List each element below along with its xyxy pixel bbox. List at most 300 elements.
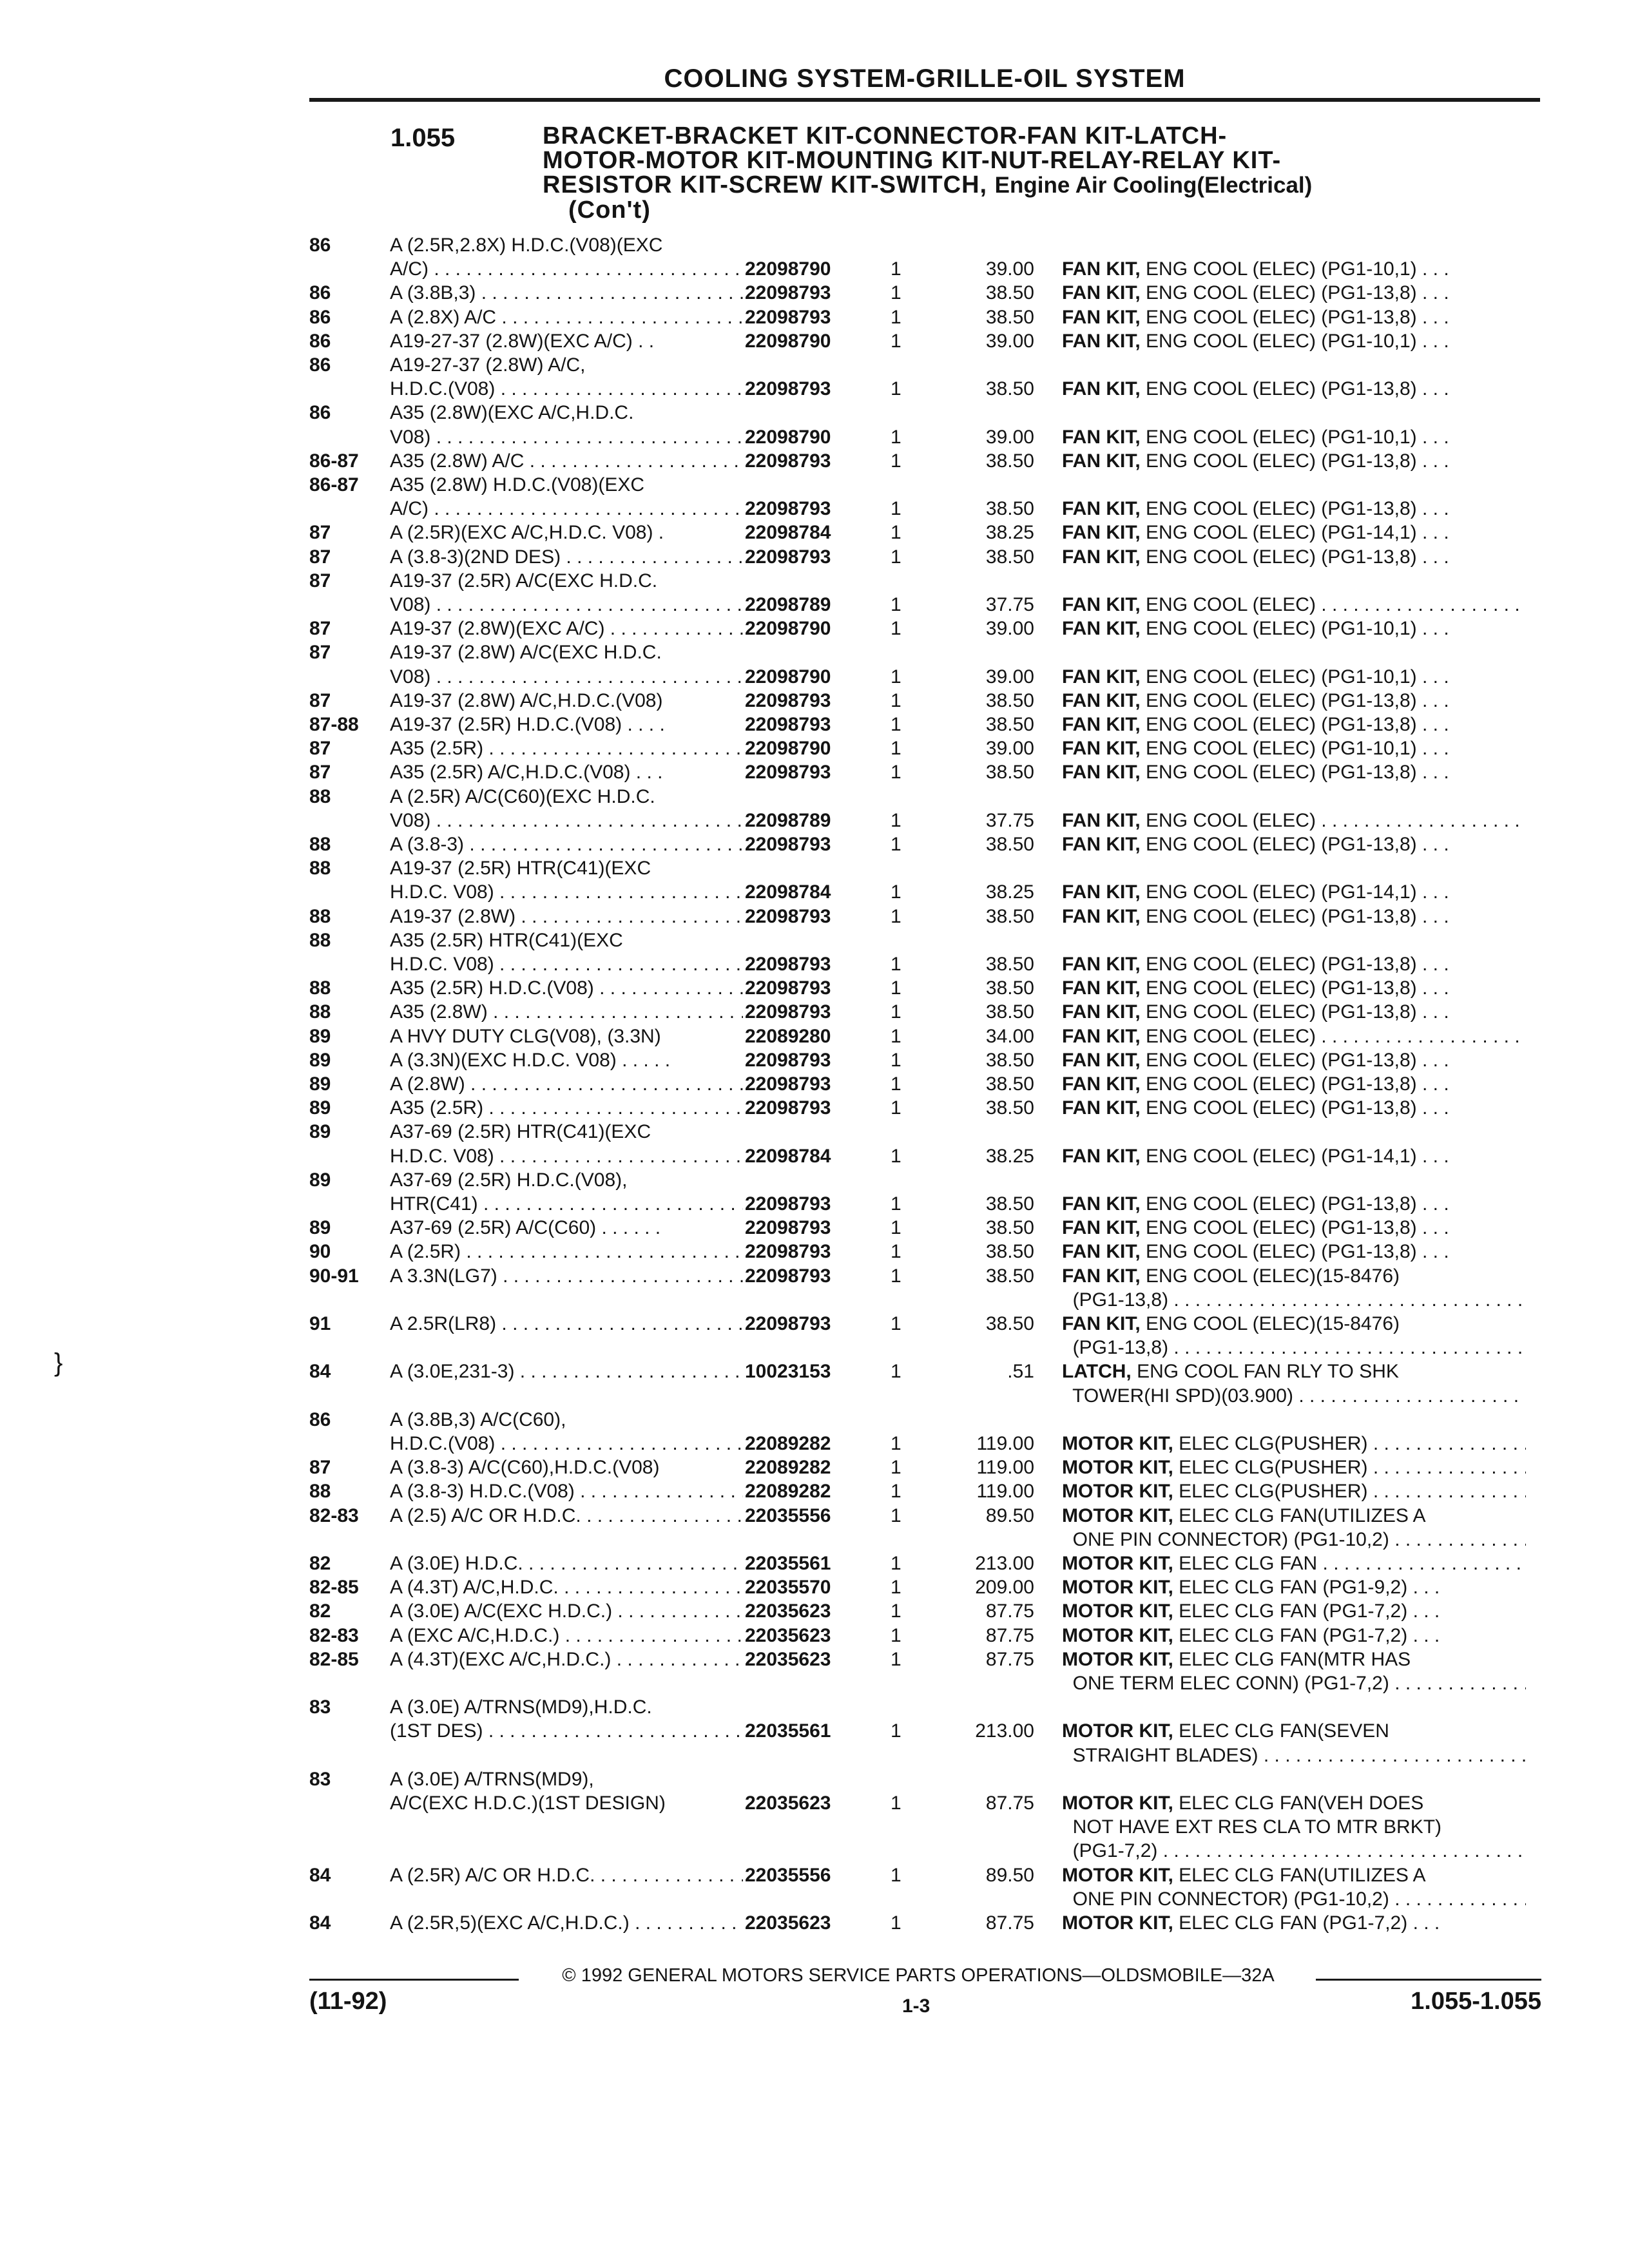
- application-desc: [390, 736, 743, 760]
- part-name-bold: FAN KIT,: [1062, 666, 1141, 687]
- table-row: [0, 1815, 1629, 1841]
- part-number: 22098789: [745, 594, 831, 615]
- application-desc: [390, 1479, 743, 1503]
- quantity: 1: [891, 1600, 901, 1622]
- table-row: [0, 1528, 1629, 1553]
- part-name-detail: ELEC CLG FAN: [1179, 1553, 1318, 1574]
- application-desc-text: A (2.5R) A/C OR H.D.C.: [390, 1865, 595, 1886]
- leader-dots: [483, 1720, 743, 1742]
- application-desc: [390, 1168, 743, 1192]
- part-name: [1062, 1432, 1526, 1456]
- part-name-detail: ENG COOL (ELEC): [1146, 810, 1316, 831]
- application-desc-text: A19-37 (2.8W): [390, 906, 516, 927]
- leader-dots: [496, 307, 743, 328]
- application-desc: [390, 880, 743, 904]
- table-row: [0, 928, 1629, 954]
- leader-dots: [430, 427, 743, 448]
- application-desc: [390, 281, 743, 305]
- part-name-detail: ENG COOL FAN RLY TO SHK: [1137, 1361, 1399, 1382]
- table-row: [0, 760, 1629, 786]
- part-name-detail: ENG COOL (ELEC) (PG1-14,1) . . .: [1146, 522, 1449, 543]
- table-row: [0, 329, 1629, 355]
- application-desc-text: A19-37 (2.5R) HTR(C41)(EXC: [390, 858, 651, 879]
- application-desc-text: V08): [390, 594, 431, 615]
- application-desc: [390, 1144, 743, 1168]
- section-title: [543, 124, 1548, 222]
- table-row: [0, 1000, 1629, 1026]
- part-name: [1062, 1671, 1526, 1695]
- application-desc: [390, 545, 743, 569]
- application-desc: [390, 401, 743, 425]
- part-number: 22089282: [745, 1481, 831, 1502]
- quantity: 1: [891, 762, 901, 783]
- price: 38.50: [985, 954, 1034, 975]
- table-row: [0, 1671, 1629, 1697]
- price: 38.50: [985, 1217, 1034, 1238]
- price: 38.50: [985, 1241, 1034, 1262]
- figure-ref: 88: [309, 1481, 331, 1502]
- part-name-detail: ENG COOL (ELEC) (PG1-14,1) . . .: [1146, 1146, 1449, 1167]
- part-name: [1062, 880, 1526, 904]
- price: 38.25: [985, 522, 1034, 543]
- price: 37.75: [985, 810, 1034, 831]
- footer-copyright: © 1992 GENERAL MOTORS SERVICE PARTS OPERATIONS—OLDSMOBILE—32A: [562, 1965, 1275, 1986]
- part-name-bold: FAN KIT,: [1062, 738, 1141, 759]
- section-title-suffix: Engine Air Cooling(Electrical): [994, 173, 1313, 198]
- application-desc-text: A (EXC A/C,H.D.C.): [390, 1625, 560, 1646]
- table-row: [0, 473, 1629, 499]
- leader-dots: [497, 1265, 743, 1287]
- part-name-bold: MOTOR KIT,: [1062, 1625, 1173, 1646]
- table-row: [0, 832, 1629, 858]
- part-number: 22098793: [745, 1265, 831, 1287]
- quantity: 1: [891, 1457, 901, 1478]
- part-name-bold: FAN KIT,: [1062, 258, 1141, 280]
- application-desc-text: H.D.C. V08): [390, 1146, 494, 1167]
- application-desc-text: A 2.5R(LR8): [390, 1313, 497, 1334]
- part-name-detail: ENG COOL (ELEC) (PG1-10,1) . . .: [1146, 427, 1449, 448]
- application-desc-text: A35 (2.8W) A/C: [390, 450, 525, 472]
- price: 38.50: [985, 1073, 1034, 1095]
- part-number: 22035623: [745, 1649, 831, 1670]
- table-row: [0, 1456, 1629, 1481]
- price: 38.50: [985, 977, 1034, 999]
- part-name-detail: ENG COOL (ELEC) (PG1-13,8) . . .: [1146, 762, 1449, 783]
- application-desc-text: A (3.0E) A/TRNS(MD9),: [390, 1769, 594, 1790]
- figure-ref: 91: [309, 1313, 331, 1334]
- application-desc: [390, 856, 743, 880]
- quantity: 1: [891, 258, 901, 280]
- application-desc-text: A (2.8W): [390, 1073, 465, 1095]
- application-desc-text: A19-37 (2.8W) A/C,H.D.C.(V08): [390, 690, 663, 711]
- part-name-detail: ENG COOL (ELEC) (PG1-14,1) . . .: [1146, 881, 1449, 903]
- part-name-detail: ONE PIN CONNECTOR) (PG1-10,2): [1062, 1888, 1389, 1910]
- part-number: 22098793: [745, 1001, 831, 1023]
- table-row: [0, 1575, 1629, 1601]
- application-desc-text: A/C(EXC H.D.C.)(1ST DESIGN): [390, 1792, 666, 1814]
- application-desc: [390, 1911, 743, 1935]
- part-name-detail: ENG COOL (ELEC) (PG1-13,8) . . .: [1146, 834, 1449, 855]
- part-name-bold: LATCH,: [1062, 1361, 1132, 1382]
- quantity: 1: [891, 1577, 901, 1598]
- header-rule: [309, 98, 1540, 102]
- table-row: [0, 856, 1629, 882]
- application-desc-text: V08): [390, 427, 431, 448]
- application-desc-text: A/C): [390, 258, 429, 280]
- table-row: [0, 1192, 1629, 1218]
- leader-dots: [523, 1553, 743, 1574]
- figure-ref: 86: [309, 307, 331, 328]
- price: 87.75: [985, 1792, 1034, 1814]
- part-name-bold: FAN KIT,: [1062, 1265, 1141, 1287]
- table-row: [0, 1384, 1629, 1410]
- application-desc-text: A (3.8-3): [390, 834, 465, 855]
- leader-dots: [575, 1481, 743, 1502]
- leader-dots: [495, 1433, 743, 1454]
- price: .51: [1007, 1361, 1034, 1382]
- price: 39.00: [985, 666, 1034, 687]
- leader-dots: [1293, 1385, 1526, 1407]
- table-row: [0, 1168, 1629, 1194]
- table-row: [0, 377, 1629, 403]
- leader-dots: [559, 1577, 743, 1598]
- quantity: 1: [891, 881, 901, 903]
- part-name-detail: ENG COOL (ELEC) (PG1-13,8) . . .: [1146, 378, 1449, 399]
- quantity: 1: [891, 307, 901, 328]
- leader-dots: [604, 618, 743, 639]
- table-row: [0, 1624, 1629, 1649]
- part-number: 22098790: [745, 331, 831, 352]
- application-desc: [390, 905, 743, 928]
- leader-dots: [1316, 594, 1526, 615]
- part-name: [1062, 521, 1526, 544]
- table-row: [0, 569, 1629, 595]
- table-row: [0, 1744, 1629, 1769]
- application-desc-text: A (3.8B,3) A/C(C60),: [390, 1409, 566, 1430]
- leader-dots: [1258, 1745, 1526, 1766]
- application-desc-text: A (3.0E) H.D.C.: [390, 1553, 523, 1574]
- part-number: 22098793: [745, 954, 831, 975]
- application-desc-text: A (3.8-3)(2ND DES): [390, 546, 561, 568]
- section-title-line-3: [543, 173, 1548, 198]
- leader-dots: [464, 834, 743, 855]
- table-row: [0, 976, 1629, 1002]
- part-number: 22098784: [745, 881, 831, 903]
- part-name: [1062, 1552, 1526, 1575]
- part-number: 22098793: [745, 1313, 831, 1334]
- table-row: [0, 233, 1629, 259]
- application-desc-text: A (3.8-3) A/C(C60),H.D.C.(V08): [390, 1457, 660, 1478]
- application-desc-text: A35 (2.8W)(EXC A/C,H.D.C.: [390, 402, 634, 423]
- part-number: 22035623: [745, 1912, 831, 1934]
- part-number: 22098793: [745, 1193, 831, 1215]
- part-name: [1062, 1839, 1526, 1863]
- leader-dots: [612, 1600, 743, 1622]
- price: 34.00: [985, 1026, 1034, 1047]
- part-name-bold: MOTOR KIT,: [1062, 1481, 1173, 1502]
- leader-dots: [1368, 1433, 1526, 1454]
- part-name-detail: NOT HAVE EXT RES CLA TO MTR BRKT): [1062, 1816, 1442, 1838]
- price: 38.50: [985, 906, 1034, 927]
- figure-ref: 89: [309, 1097, 331, 1119]
- part-number: 22098790: [745, 738, 831, 759]
- table-row: [0, 353, 1629, 379]
- table-row: [0, 1216, 1629, 1242]
- application-desc: [390, 689, 743, 713]
- part-number: 22098793: [745, 498, 831, 519]
- quantity: 1: [891, 810, 901, 831]
- application-desc: [390, 1024, 743, 1048]
- part-name-detail: (PG1-13,8): [1062, 1289, 1169, 1311]
- leader-dots: [478, 1193, 743, 1215]
- table-row: [0, 713, 1629, 738]
- quantity: 1: [891, 1912, 901, 1934]
- table-row: [0, 1312, 1629, 1338]
- part-name-bold: FAN KIT,: [1062, 714, 1141, 735]
- quantity: 1: [891, 690, 901, 711]
- part-name-bold: FAN KIT,: [1062, 1241, 1141, 1262]
- part-name-detail: ENG COOL (ELEC) (PG1-13,8) . . .: [1146, 690, 1449, 711]
- part-number: 22098790: [745, 618, 831, 639]
- part-name-bold: FAN KIT,: [1062, 594, 1141, 615]
- part-name-detail: ENG COOL (ELEC)(15-8476): [1146, 1265, 1400, 1287]
- part-name-bold: MOTOR KIT,: [1062, 1720, 1173, 1742]
- application-desc-text: H.D.C.(V08): [390, 1433, 496, 1454]
- part-name-bold: FAN KIT,: [1062, 1097, 1141, 1119]
- part-name-detail: ONE PIN CONNECTOR) (PG1-10,2): [1062, 1529, 1389, 1550]
- application-desc-text: H.D.C. V08): [390, 954, 494, 975]
- part-name-detail: ELEC CLG FAN (PG1-7,2) . . .: [1179, 1912, 1440, 1934]
- part-name-bold: FAN KIT,: [1062, 522, 1141, 543]
- figure-ref: 89: [309, 1073, 331, 1095]
- part-name: [1062, 1048, 1526, 1072]
- figure-ref: 88: [309, 834, 331, 855]
- part-name-detail: ELEC CLG(PUSHER): [1179, 1457, 1368, 1478]
- part-name-detail: ENG COOL (ELEC) (PG1-13,8) . . .: [1146, 282, 1449, 303]
- table-row: [0, 1432, 1629, 1457]
- figure-ref: 90: [309, 1241, 331, 1262]
- figure-ref: 87: [309, 522, 331, 543]
- application-desc-text: A37-69 (2.5R) HTR(C41)(EXC: [390, 1121, 651, 1142]
- table-row: [0, 1648, 1629, 1673]
- part-name: [1062, 545, 1526, 569]
- quantity: 1: [891, 1073, 901, 1095]
- part-name: [1062, 1072, 1526, 1096]
- figure-ref: 87: [309, 762, 331, 783]
- part-number: 22098793: [745, 307, 831, 328]
- part-name-bold: MOTOR KIT,: [1062, 1600, 1173, 1622]
- application-desc: [390, 1863, 743, 1887]
- application-desc: [390, 377, 743, 401]
- quantity: 1: [891, 1481, 901, 1502]
- application-desc: [390, 1791, 743, 1815]
- part-name: [1062, 1024, 1526, 1048]
- part-name-bold: FAN KIT,: [1062, 906, 1141, 927]
- application-desc: [390, 1192, 743, 1216]
- part-name-detail: ENG COOL (ELEC) (PG1-10,1) . . .: [1146, 738, 1449, 759]
- table-row: [0, 617, 1629, 642]
- table-row: [0, 1504, 1629, 1530]
- figure-ref: 84: [309, 1912, 331, 1934]
- table-row: [0, 1120, 1629, 1146]
- application-desc: [390, 1504, 743, 1528]
- application-desc: [390, 1575, 743, 1599]
- application-desc: [390, 305, 743, 329]
- part-number: 22035570: [745, 1577, 831, 1598]
- figure-ref: 87: [309, 690, 331, 711]
- part-number: 22098793: [745, 1241, 831, 1262]
- application-desc-text: A37-69 (2.5R) H.D.C.(V08),: [390, 1169, 628, 1191]
- leader-dots: [461, 1241, 743, 1262]
- figure-ref: 87: [309, 618, 331, 639]
- part-name-bold: FAN KIT,: [1062, 1313, 1141, 1334]
- price: 213.00: [975, 1720, 1034, 1742]
- part-name-detail: ENG COOL (ELEC) (PG1-13,8) . . .: [1146, 1001, 1449, 1023]
- table-row: [0, 1360, 1629, 1385]
- leader-dots: [1389, 1888, 1526, 1910]
- quantity: 1: [891, 1433, 901, 1454]
- margin-mark: }: [54, 1349, 63, 1377]
- quantity: 1: [891, 1625, 901, 1646]
- part-name-bold: FAN KIT,: [1062, 618, 1141, 639]
- part-name: [1062, 497, 1526, 521]
- application-desc-text: HTR(C41): [390, 1193, 478, 1215]
- table-row: [0, 785, 1629, 811]
- table-row: [0, 1072, 1629, 1098]
- application-desc: [390, 1767, 743, 1791]
- application-desc: [390, 760, 743, 784]
- part-name: [1062, 329, 1526, 353]
- application-desc: [390, 473, 743, 497]
- table-row: [0, 281, 1629, 307]
- leader-dots: [496, 1313, 743, 1334]
- part-name-detail: ENG COOL (ELEC) (PG1-13,8) . . .: [1146, 307, 1449, 328]
- quantity: 1: [891, 1241, 901, 1262]
- part-name: [1062, 1192, 1526, 1216]
- price: 37.75: [985, 594, 1034, 615]
- part-name-bold: FAN KIT,: [1062, 1193, 1141, 1215]
- part-name: [1062, 713, 1526, 736]
- application-desc-text: A (3.0E,231-3): [390, 1361, 515, 1382]
- part-name-detail: ENG COOL (ELEC) (PG1-10,1) . . .: [1146, 666, 1449, 687]
- part-name: [1062, 305, 1526, 329]
- part-name-detail: ELEC CLG FAN(UTILIZES A: [1179, 1865, 1426, 1886]
- application-desc-text: A 3.3N(LG7): [390, 1265, 497, 1287]
- part-name: [1062, 449, 1526, 473]
- application-desc-text: A19-27-37 (2.8W) A/C,: [390, 354, 586, 376]
- part-name: [1062, 257, 1526, 281]
- price: 87.75: [985, 1649, 1034, 1670]
- leader-dots: [594, 977, 743, 999]
- part-name-detail: ENG COOL (ELEC) (PG1-13,8) . . .: [1146, 954, 1449, 975]
- figure-ref: 89: [309, 1026, 331, 1047]
- application-desc-text: A35 (2.5R): [390, 1097, 484, 1119]
- part-name-detail: ELEC CLG FAN(UTILIZES A: [1179, 1505, 1426, 1526]
- part-name-bold: FAN KIT,: [1062, 546, 1141, 568]
- section-title-line-1: BRACKET-BRACKET KIT-CONNECTOR-FAN KIT-LATCH-: [543, 122, 1228, 149]
- part-name: [1062, 689, 1526, 713]
- table-row: [0, 1863, 1629, 1889]
- application-desc-text: A (3.0E) A/C(EXC H.D.C.): [390, 1600, 613, 1622]
- part-name-bold: FAN KIT,: [1062, 1073, 1141, 1095]
- table-row: [0, 1599, 1629, 1625]
- part-name-detail: ELEC CLG FAN (PG1-7,2) . . .: [1179, 1625, 1440, 1646]
- application-desc: [390, 1240, 743, 1264]
- price: 38.50: [985, 1001, 1034, 1023]
- price: 38.50: [985, 498, 1034, 519]
- part-number: 22089280: [745, 1026, 831, 1047]
- part-name-detail: ENG COOL (ELEC) (PG1-10,1) . . .: [1146, 618, 1449, 639]
- part-name-bold: FAN KIT,: [1062, 378, 1141, 399]
- part-name-bold: MOTOR KIT,: [1062, 1433, 1173, 1454]
- application-desc-text: A19-37 (2.8W)(EXC A/C): [390, 618, 605, 639]
- part-name-bold: FAN KIT,: [1062, 881, 1141, 903]
- part-name: [1062, 1599, 1526, 1623]
- part-name: [1062, 281, 1526, 305]
- leader-dots: [611, 1649, 743, 1670]
- part-name: [1062, 1360, 1526, 1383]
- quantity: 1: [891, 331, 901, 352]
- table-row: [0, 1695, 1629, 1721]
- leader-dots: [429, 258, 743, 280]
- part-number: 22098793: [745, 1073, 831, 1095]
- price: 38.50: [985, 1313, 1034, 1334]
- application-desc-text: A (3.0E) A/TRNS(MD9),H.D.C.: [390, 1696, 652, 1718]
- application-desc-text: A (4.3T) A/C,H.D.C.: [390, 1577, 559, 1598]
- part-name: [1062, 1456, 1526, 1479]
- part-number: 22098793: [745, 546, 831, 568]
- leader-dots: [1168, 1337, 1526, 1358]
- price: 38.25: [985, 1146, 1034, 1167]
- leader-dots: [595, 1865, 743, 1886]
- leader-dots: [516, 906, 743, 927]
- application-desc: [390, 1695, 743, 1719]
- application-desc-text: A (3.8B,3): [390, 282, 476, 303]
- part-name: [1062, 1479, 1526, 1503]
- part-name-detail: ENG COOL (ELEC): [1146, 594, 1316, 615]
- quantity: 1: [891, 1146, 901, 1167]
- application-desc: [390, 257, 743, 281]
- leader-dots: [1168, 1289, 1526, 1311]
- table-row: [0, 257, 1629, 283]
- leader-dots: [559, 1625, 743, 1646]
- application-desc: [390, 785, 743, 809]
- application-desc-text: A35 (2.8W): [390, 1001, 488, 1023]
- table-row: [0, 401, 1629, 427]
- application-desc: [390, 1432, 743, 1456]
- part-number: 22098790: [745, 258, 831, 280]
- quantity: 1: [891, 954, 901, 975]
- figure-ref: 87: [309, 738, 331, 759]
- leader-dots: [494, 954, 743, 975]
- leader-dots: [430, 666, 743, 687]
- part-number: 22098789: [745, 810, 831, 831]
- price: 87.75: [985, 1625, 1034, 1646]
- table-row: [0, 521, 1629, 546]
- part-name-bold: MOTOR KIT,: [1062, 1457, 1173, 1478]
- quantity: 1: [891, 378, 901, 399]
- application-desc: [390, 329, 743, 353]
- part-name-bold: FAN KIT,: [1062, 834, 1141, 855]
- part-name-bold: FAN KIT,: [1062, 498, 1141, 519]
- table-row: [0, 449, 1629, 475]
- figure-ref: 89: [309, 1050, 331, 1071]
- part-name: [1062, 736, 1526, 760]
- part-number: 22035561: [745, 1720, 831, 1742]
- application-desc-text: H.D.C.(V08): [390, 378, 496, 399]
- price: 38.50: [985, 307, 1034, 328]
- part-name-detail: (PG1-13,8): [1062, 1337, 1169, 1358]
